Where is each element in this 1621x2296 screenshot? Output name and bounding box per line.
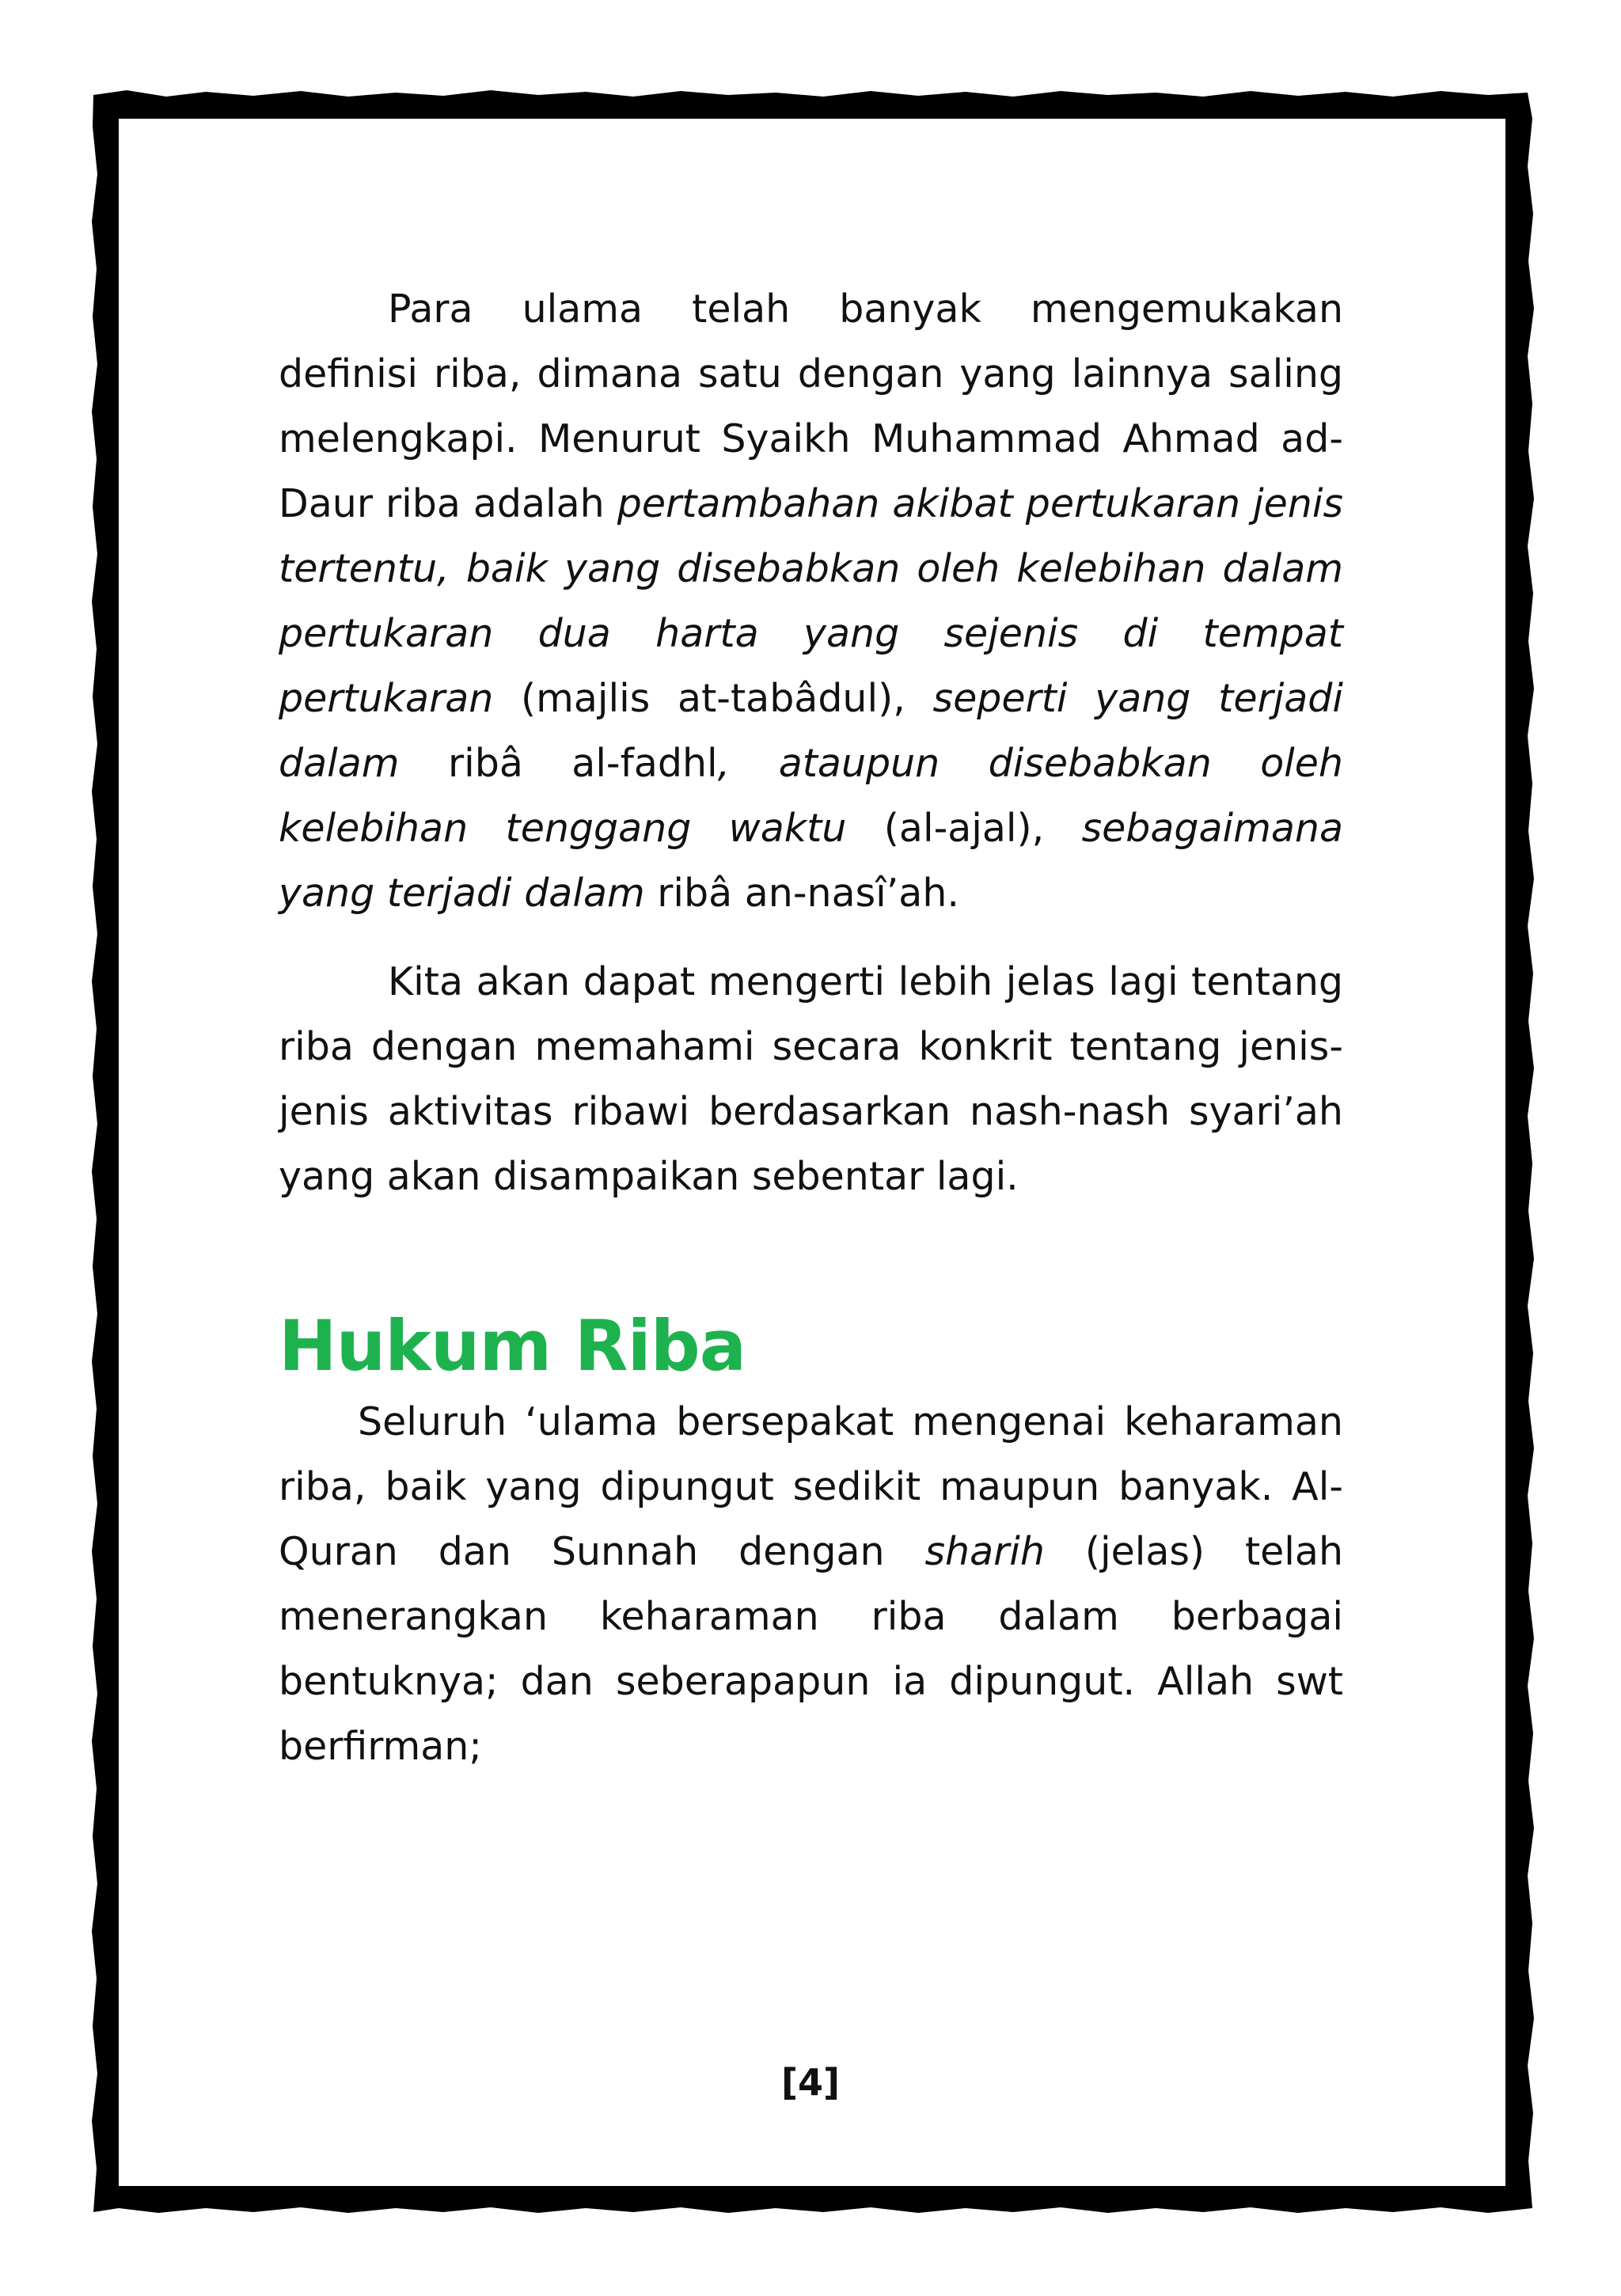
text-segment: Para ulama telah banyak mengemukakan definisi riba, dimana satu dengan yang lainnya saling melengkapi. Menurut Syaikh Muhammad Ahmad ad-Daur riba adalah [279, 287, 1343, 526]
italic-segment: sebagaimana yang terjadi dalam [279, 806, 1343, 916]
italic-segment: pertambahan akibat pertukaran jenis tertentu, baik yang disebabkan oleh kelebihan dalam pertukaran dua harta yang sejenis di tempat pertukaran [279, 481, 1343, 721]
text-segment: ribâ al-fadhl [399, 741, 718, 786]
italic-segment: , ataupun disebabkan oleh kelebihan tenggang waktu [279, 741, 1343, 851]
text-segment: (majlis at-tabâdul), [493, 676, 933, 721]
italic-segment: sharih [924, 1529, 1045, 1574]
page-content [279, 277, 1343, 1779]
text-segment: (al-ajal), [846, 806, 1082, 851]
paragraph-riba-definition [279, 277, 1343, 926]
italic-segment: seperti yang terjadi dalam [279, 676, 1343, 786]
page-number: [4] [780, 2061, 841, 2104]
paragraph-riba-types: Kita akan dapat mengerti lebih jelas lagi tentang riba dengan memahami secara konkrit tentang jenis-jenis aktivitas ribawi berdasarkan nash-nash syari’ah yang akan disampaikan sebentar lagi. [279, 959, 1343, 1199]
paragraph-riba-law [279, 1390, 1343, 1779]
text-segment: Seluruh ‘ulama bersepakat mengenai keharaman riba, baik yang dipungut sedikit maupun banyak. Al-Quran dan Sunnah dengan [279, 1399, 1343, 1574]
section-heading: Hukum Riba [279, 1305, 746, 1387]
text-segment: ribâ an-nasî’ah. [644, 871, 959, 916]
text-segment: (jelas) telah menerangkan keharaman riba dalam berbagai bentuknya; dan seberapapun ia dipungut. Allah swt berfirman; [279, 1529, 1344, 1769]
